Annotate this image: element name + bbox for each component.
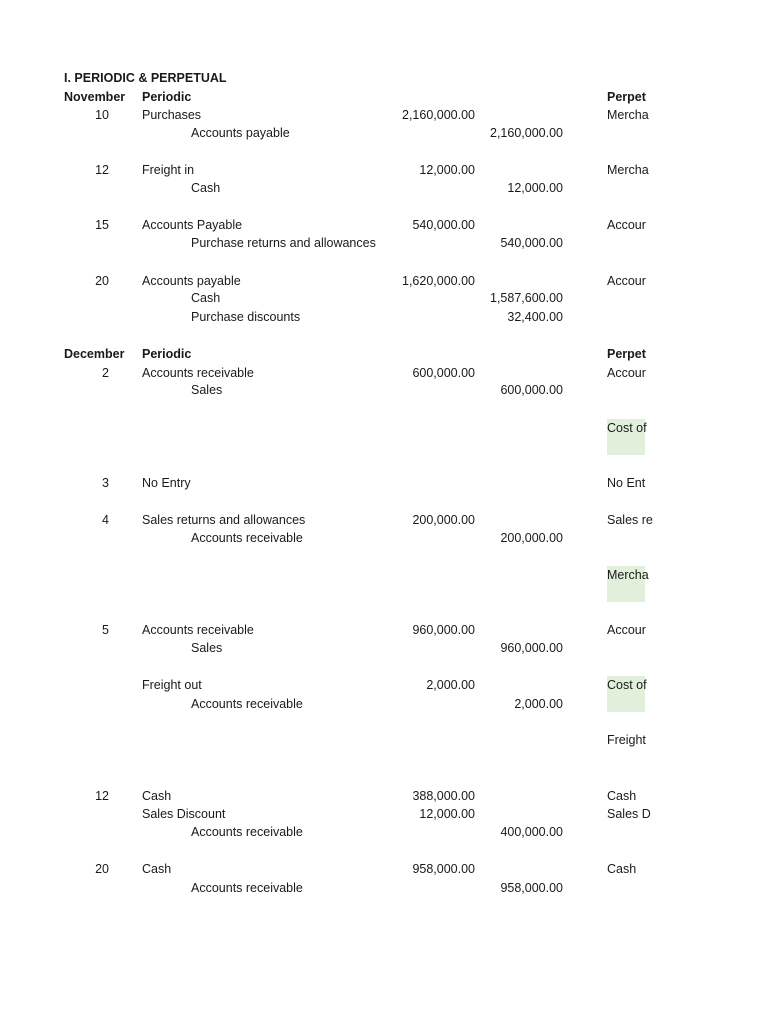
debit-amount: 1,620,000.00 [402, 274, 475, 288]
debit-account: Freight out [142, 678, 202, 692]
credit-amount: 12,000.00 [507, 181, 563, 195]
entry-day: 12 [95, 789, 109, 803]
debit-account: Accounts receivable [142, 366, 254, 380]
perpetual-header: Perpet [607, 347, 646, 361]
entry-day: 2 [102, 366, 109, 380]
entry-day: 20 [95, 274, 109, 288]
debit-amount: 12,000.00 [419, 807, 475, 821]
perpetual-entry: Accour [607, 218, 646, 232]
month-label: November [64, 90, 126, 104]
credit-account: Sales [191, 641, 223, 655]
perpetual-entry: Mercha [607, 163, 649, 177]
entry-day: 4 [102, 513, 109, 527]
credit-account: Accounts receivable [191, 531, 303, 545]
credit-account: Cash [191, 291, 221, 305]
perpetual-entry-highlighted: Cost of [607, 419, 645, 455]
credit-account: Accounts receivable [191, 825, 303, 839]
debit-account: Freight in [142, 163, 195, 177]
perpetual-entry: Sales re [607, 513, 653, 527]
perpetual-entry: Mercha [607, 108, 649, 122]
month-label: December [64, 347, 125, 361]
entry-day: 5 [102, 623, 109, 637]
credit-amount: 200,000.00 [500, 531, 563, 545]
debit-amount: 2,000.00 [426, 678, 475, 692]
perpetual-entry: No Ent [607, 476, 646, 490]
debit-amount: 388,000.00 [412, 789, 475, 803]
credit-account: Accounts receivable [191, 881, 303, 895]
perpetual-entry: Accour [607, 274, 646, 288]
credit-account: Purchase returns and allowances [191, 236, 376, 250]
credit-amount: 2,000.00 [514, 697, 563, 711]
perpetual-entry: Accour [607, 623, 646, 637]
entry-day: 10 [95, 108, 109, 122]
periodic-header: Periodic [142, 347, 192, 361]
debit-amount: 960,000.00 [412, 623, 475, 637]
debit-account: Sales returns and allowances [142, 513, 306, 527]
entry-day: 15 [95, 218, 109, 232]
credit-amount: 540,000.00 [500, 236, 563, 250]
credit-account: Accounts payable [191, 126, 290, 140]
debit-amount: 958,000.00 [412, 862, 475, 876]
entry-day: 12 [95, 163, 109, 177]
credit-account: Purchase discounts [191, 310, 301, 324]
perpetual-entry: Sales D [607, 807, 651, 821]
debit-account: Sales Discount [142, 807, 226, 821]
page-title: I. PERIODIC & PERPETUAL [64, 71, 227, 85]
credit-amount: 1,587,600.00 [490, 291, 563, 305]
credit-account: Accounts receivable [191, 697, 303, 711]
credit-amount: 600,000.00 [500, 383, 563, 397]
periodic-header: Periodic [142, 90, 192, 104]
perpetual-entry: Cash [607, 789, 637, 803]
perpetual-entry: Accour [607, 366, 646, 380]
credit-amount: 400,000.00 [500, 825, 563, 839]
debit-amount: 540,000.00 [412, 218, 475, 232]
entry-day: 3 [102, 476, 109, 490]
credit-amount: 32,400.00 [507, 310, 563, 324]
debit-account: Cash [142, 789, 172, 803]
perpetual-entry-highlighted: Mercha [607, 566, 645, 602]
credit-account: Sales [191, 383, 223, 397]
credit-account: Cash [191, 181, 221, 195]
credit-amount: 960,000.00 [500, 641, 563, 655]
debit-account: Purchases [142, 108, 202, 122]
perpetual-entry: Cash [607, 862, 637, 876]
perpetual-entry: Freight [607, 733, 646, 747]
debit-amount: 600,000.00 [412, 366, 475, 380]
no-entry-label: No Entry [142, 476, 191, 490]
debit-account: Accounts receivable [142, 623, 254, 637]
debit-account: Cash [142, 862, 172, 876]
credit-amount: 958,000.00 [500, 881, 563, 895]
debit-amount: 200,000.00 [412, 513, 475, 527]
perpetual-header: Perpet [607, 90, 646, 104]
perpetual-entry-highlighted: Cost of [607, 676, 645, 712]
debit-amount: 2,160,000.00 [402, 108, 475, 122]
debit-account: Accounts payable [142, 274, 241, 288]
debit-account: Accounts Payable [142, 218, 243, 232]
debit-amount: 12,000.00 [419, 163, 475, 177]
entry-day: 20 [95, 862, 109, 876]
credit-amount: 2,160,000.00 [490, 126, 563, 140]
